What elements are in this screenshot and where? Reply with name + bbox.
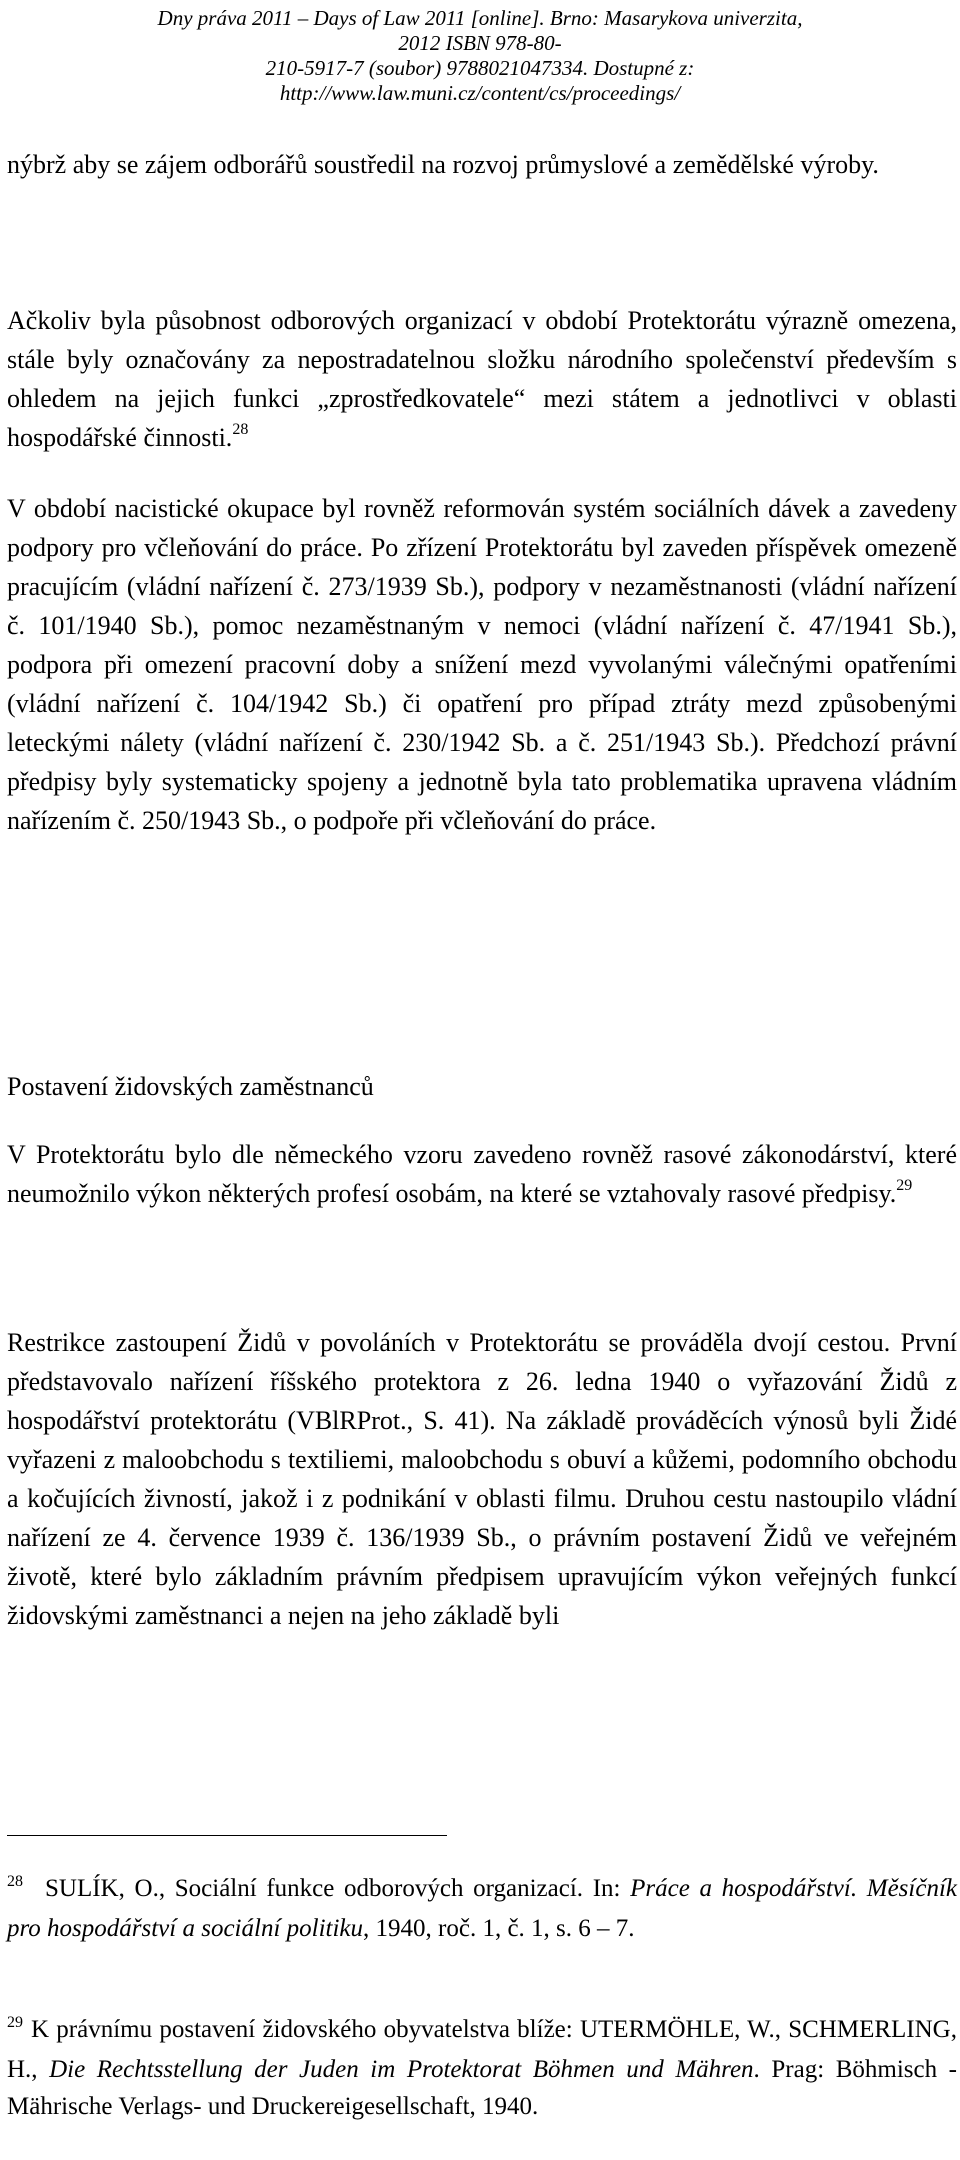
paragraph-3-text: V období nacistické okupace byl rovněž reformován systém sociálních dávek a zavedeny podpory pro včleňování do práce. Po zřízení Protektorátu byl zaveden příspěvek omezeně pracujícím (vládní nařízení č. 273/1939 Sb.), podpory v nezaměstnanosti (vládní nařízení č. 101/1940 Sb.), pomoc nezaměstnaným v nemoci (vládní nařízení č. 47/1941 Sb.), podpora při omezení pracovní doby a snížení mezd vyvolanými válečnými opatřeními (vládní nařízení č. 104/1942 Sb.) či opatření pro případ ztráty mezd způsobenými leteckými nálety (vládní nařízení č. 230/1942 Sb. a č. 251/1943 Sb.). Předchozí právní předpisy byly systematicky spojeny a jednotně byla tato problematika upravena vládním nařízením č. 250/1943 Sb., o podpoře při včleňování do práce.: [7, 494, 957, 835]
footnote-29-number: 29: [7, 2014, 23, 2031]
citation-header: [150, 6, 810, 106]
paragraph-5: [7, 1323, 957, 1635]
footnote-28-part-c: , 1940, roč. 1, č. 1, s. 6 – 7.: [363, 1915, 635, 1942]
footnote-29-part-a: K právnímu postavení židovského obyvatelstva blíže: UTERMÖHLE, W., SCHMERLING, H.,: [7, 2016, 957, 2083]
paragraph-4: [7, 1135, 957, 1213]
paragraph-2: [7, 301, 957, 457]
paragraph-1-text: nýbrž aby se zájem odborářů soustředil na rozvoj průmyslové a zemědělské výroby.: [7, 150, 879, 179]
citation-header-line-1: Dny práva 2011 – Days of Law 2011 [online]. Brno: Masarykova univerzita, 2012 ISBN 978-80-: [157, 6, 803, 55]
footnote-28-part-a: SULÍK, O., Sociální funkce odborových organizací. In:: [45, 1875, 631, 1902]
footnote-28: [7, 1870, 957, 1947]
footnote-separator: [7, 1835, 447, 1836]
footnote-29-title: Die Rechtsstellung der Juden im Protektorat Böhmen und Mähren: [49, 2056, 754, 2083]
footnote-29-part-c: . Prag: Böhmisch - Mährische Verlags- und Druckereigesellschaft, 1940.: [7, 2056, 957, 2120]
footnote-28-number: 28: [7, 1873, 23, 1890]
footnote-ref-28: 28: [232, 421, 249, 439]
footnote-29: [7, 2011, 957, 2125]
paragraph-4-text: [7, 1135, 957, 1213]
footnote-28-title: Práce a hospodářství. Měsíčník pro hospodářství a sociální politiku: [7, 1875, 957, 1942]
paragraph-2-body: Ačkoliv byla působnost odborových organizací v období Protektorátu výrazně omezena, stále byly označovány za nepostradatelnou složku národního společenství především s ohledem na jejich funkci „zprostředkovatele“ mezi státem a jednotlivci v oblasti hospodářské činnosti.: [7, 306, 957, 452]
footnote-29-text: [7, 2011, 957, 2125]
citation-header-line-3: http://www.law.muni.cz/content/cs/proceedings/: [279, 81, 681, 105]
paragraph-5-text: Restrikce zastoupení Židů v povoláních v Protektorátu se prováděla dvojí cestou. První představovalo nařízení říšského protektora z 26. ledna 1940 o vyřazování Židů z hospodářství protektorátu (VBlRProt., S. 41). Na základě prováděcích výnosů byli Židé vyřazeni z maloobchodu s textiliemi, maloobchodu s obuví a kůžemi, podomního obchodu a kočujících živností, jakož i z podnikání v oblasti filmu. Druhou cestu nastoupilo vládní nařízení ze 4. července 1939 č. 136/1939 Sb., o právním postavení Židů ve veřejném životě, které bylo základním právním předpisem upravujícím výkon veřejných funkcí židovskými zaměstnanci a nejen na jeho základě byli: [7, 1328, 957, 1630]
footnote-28-text: [7, 1870, 957, 1947]
section-heading-text: Postavení židovských zaměstnanců: [7, 1072, 374, 1101]
paragraph-3: [7, 489, 957, 840]
paragraph-2-text: [7, 301, 957, 457]
footnote-ref-29: 29: [896, 1177, 913, 1195]
paragraph-1: [7, 145, 957, 184]
citation-header-line-2: 210-5917-7 (soubor) 9788021047334. Dostupné z:: [265, 56, 695, 80]
section-heading: [7, 1067, 957, 1106]
paragraph-4-body: V Protektorátu bylo dle německého vzoru zavedeno rovněž rasové zákonodárství, které neumožnilo výkon některých profesí osobám, na které se vztahovaly rasové předpisy.: [7, 1140, 957, 1208]
